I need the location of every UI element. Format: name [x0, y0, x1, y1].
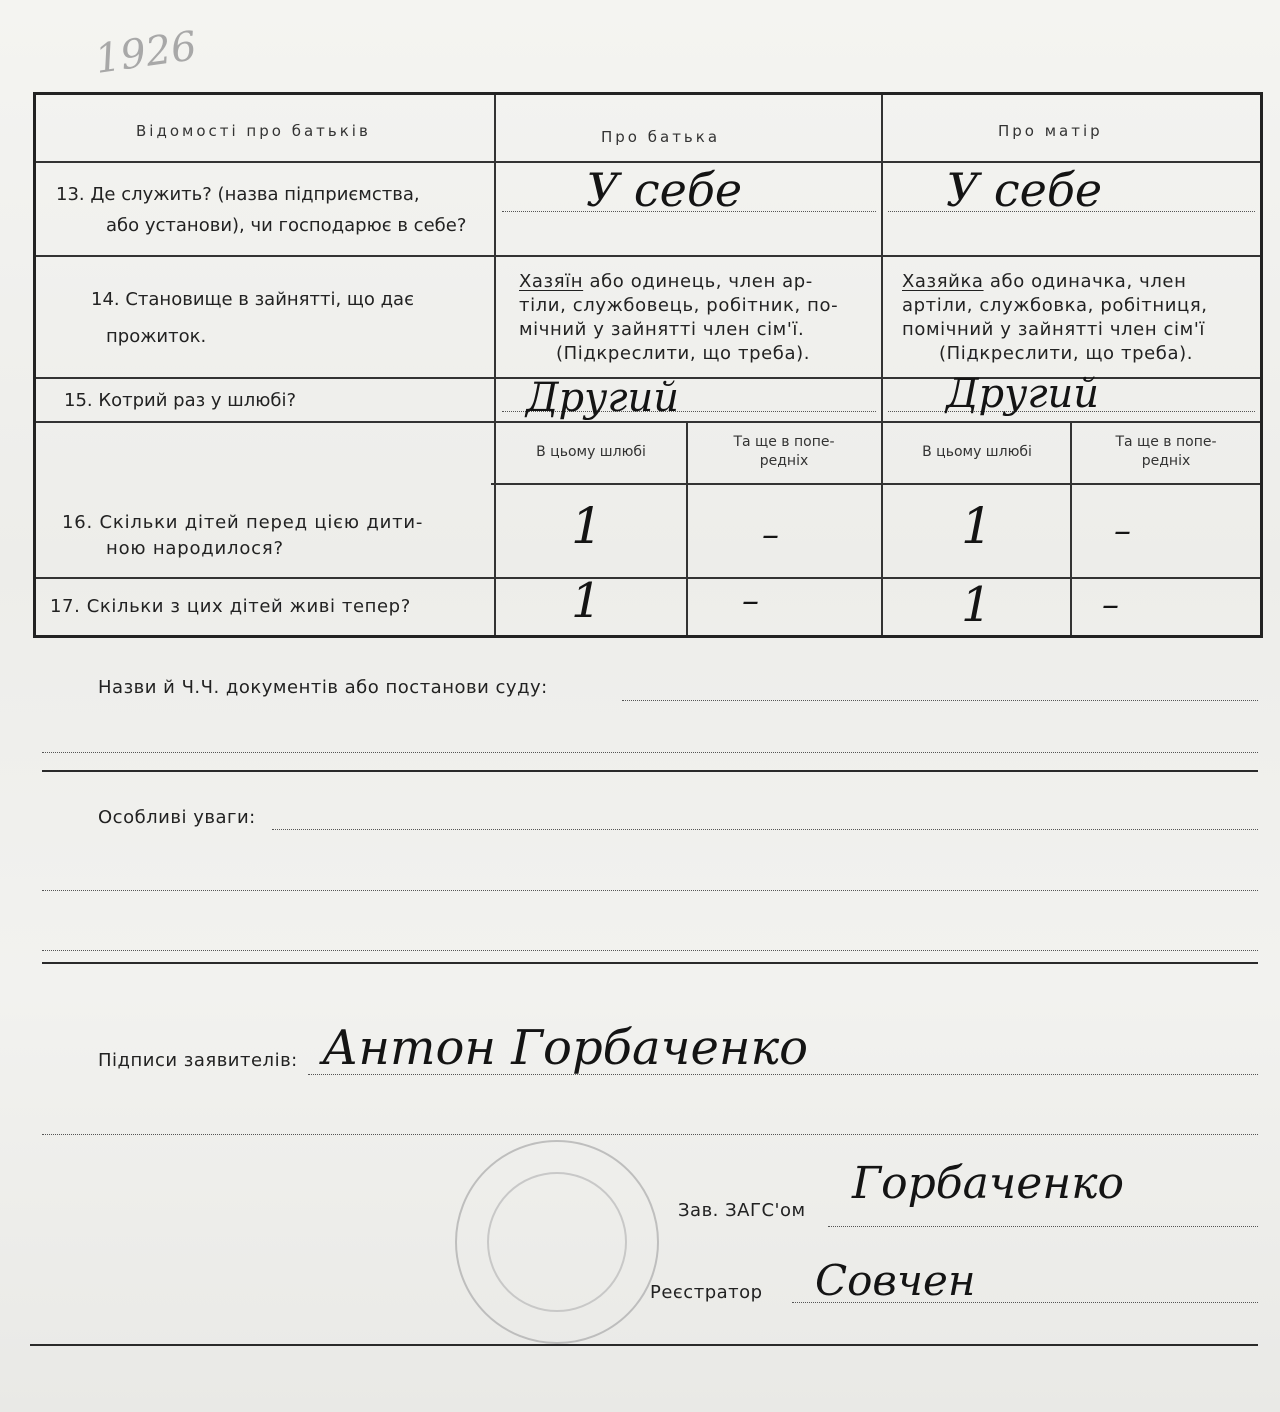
remarks-fill-line[interactable]: [272, 829, 1258, 830]
row-divider: [36, 255, 1260, 257]
remarks-label: Особливі уваги:: [98, 807, 256, 828]
col-divider: [494, 95, 496, 635]
registrar-fill-line[interactable]: [792, 1302, 1258, 1303]
subheader-father-this-marriage: В цьому шлюбі: [536, 444, 646, 460]
applicant-signature: Антон Горбаченко: [322, 1020, 809, 1076]
parents-info-table: [33, 92, 1263, 638]
row14-father-line3: мічний у зайнятті член сім'ї.: [519, 319, 805, 340]
row14-father-underlined: Хазяїн: [519, 271, 584, 292]
documents-fill-line[interactable]: [622, 700, 1258, 701]
subheader-prev-line1: Та ще в попе-: [733, 434, 835, 450]
row16-mother-this: 1: [961, 497, 993, 555]
section-rule: [42, 962, 1258, 964]
row14-mother-underlined: Хазяйка: [902, 271, 984, 292]
signatures-fill-line-2[interactable]: [42, 1134, 1258, 1135]
header-father: Про батька: [601, 128, 721, 146]
subheader-mother-this-marriage: В цьому шлюбі: [922, 444, 1032, 460]
row17-father-prev: –: [742, 581, 759, 621]
row14-label-line2: прожиток.: [106, 326, 207, 347]
signatures-fill-line[interactable]: [308, 1074, 1258, 1075]
row16-father-prev: –: [762, 515, 779, 555]
col-divider: [881, 95, 883, 635]
row14-father-line2: тіли, службовець, робітник, по-: [519, 295, 839, 316]
row15-label: 15. Котрий раз у шлюбі?: [64, 390, 297, 411]
row15-mother-answer: Другий: [946, 371, 1100, 417]
row13-mother-answer: У себе: [946, 163, 1103, 217]
header-mother: Про матір: [998, 122, 1103, 140]
row14-mother-line1: [902, 270, 1186, 294]
row13-label-line2: або установи), чи господарює в себе?: [106, 215, 467, 236]
registrar-signature: Совчен: [815, 1256, 976, 1305]
subheader-father-previous: [690, 433, 878, 471]
row14-father-line1-rest: або одинець, член ар-: [583, 271, 813, 292]
subheader-mother-previous: [1074, 433, 1258, 471]
row14-label-line1: 14. Становище в зайнятті, що дає: [91, 289, 414, 310]
row17-mother-prev: –: [1102, 585, 1119, 625]
subheader-prev-line1: Та ще в попе-: [1115, 434, 1217, 450]
signatures-label: Підписи заявителів:: [98, 1050, 298, 1071]
row14-mother-line3: помічний у зайнятті член сім'ї: [902, 319, 1205, 340]
col-divider: [686, 421, 688, 635]
stamp-inner-ring: [487, 1172, 627, 1312]
row14-mother-line2: артіли, службовка, робітниця,: [902, 295, 1208, 316]
header-parents-info: Відомості про батьків: [136, 122, 371, 140]
bottom-rule: [30, 1344, 1258, 1346]
row16-label-line1: 16. Скільки дітей перед цією дити-: [62, 512, 424, 533]
row17-label: 17. Скільки з цих дітей живі тепер?: [50, 596, 411, 617]
row15-father-answer: Другий: [526, 375, 680, 421]
zags-label: Зав. ЗАГС'ом: [678, 1200, 806, 1221]
row13-father-answer: У себе: [586, 163, 743, 217]
documents-label: Назви й Ч.Ч. документів або постанови суду:: [98, 677, 548, 698]
row13-label-line1: 13. Де служить? (назва підприємства,: [56, 184, 420, 205]
row16-mother-prev: –: [1114, 511, 1131, 551]
row14-father-line4: (Підкреслити, що треба).: [556, 343, 811, 364]
zags-fill-line[interactable]: [828, 1226, 1258, 1227]
official-stamp: [455, 1140, 659, 1344]
col-divider: [1070, 421, 1072, 635]
row14-father-line1: [519, 270, 813, 294]
row14-mother-line1-rest: або одиначка, член: [983, 271, 1187, 292]
row16-label-line2: ною народилося?: [106, 538, 284, 559]
zags-signature: Горбаченко: [852, 1158, 1125, 1209]
registrar-label: Реєстратор: [650, 1282, 763, 1303]
row-divider: [36, 421, 1260, 423]
subheader-prev-line2: редніх: [1141, 453, 1191, 469]
row17-father-this: 1: [571, 573, 602, 629]
subheader-divider: [491, 483, 1260, 485]
subheader-prev-line2: редніх: [759, 453, 809, 469]
row16-father-this: 1: [571, 497, 603, 555]
row-divider: [36, 577, 1260, 579]
section-rule: [42, 770, 1258, 772]
row17-mother-this: 1: [961, 577, 992, 633]
remarks-fill-line-3[interactable]: [42, 950, 1258, 951]
year-note: 1926: [92, 23, 200, 83]
remarks-fill-line-2[interactable]: [42, 890, 1258, 891]
row14-mother-line4: (Підкреслити, що треба).: [939, 343, 1194, 364]
documents-fill-line-2[interactable]: [42, 752, 1258, 753]
